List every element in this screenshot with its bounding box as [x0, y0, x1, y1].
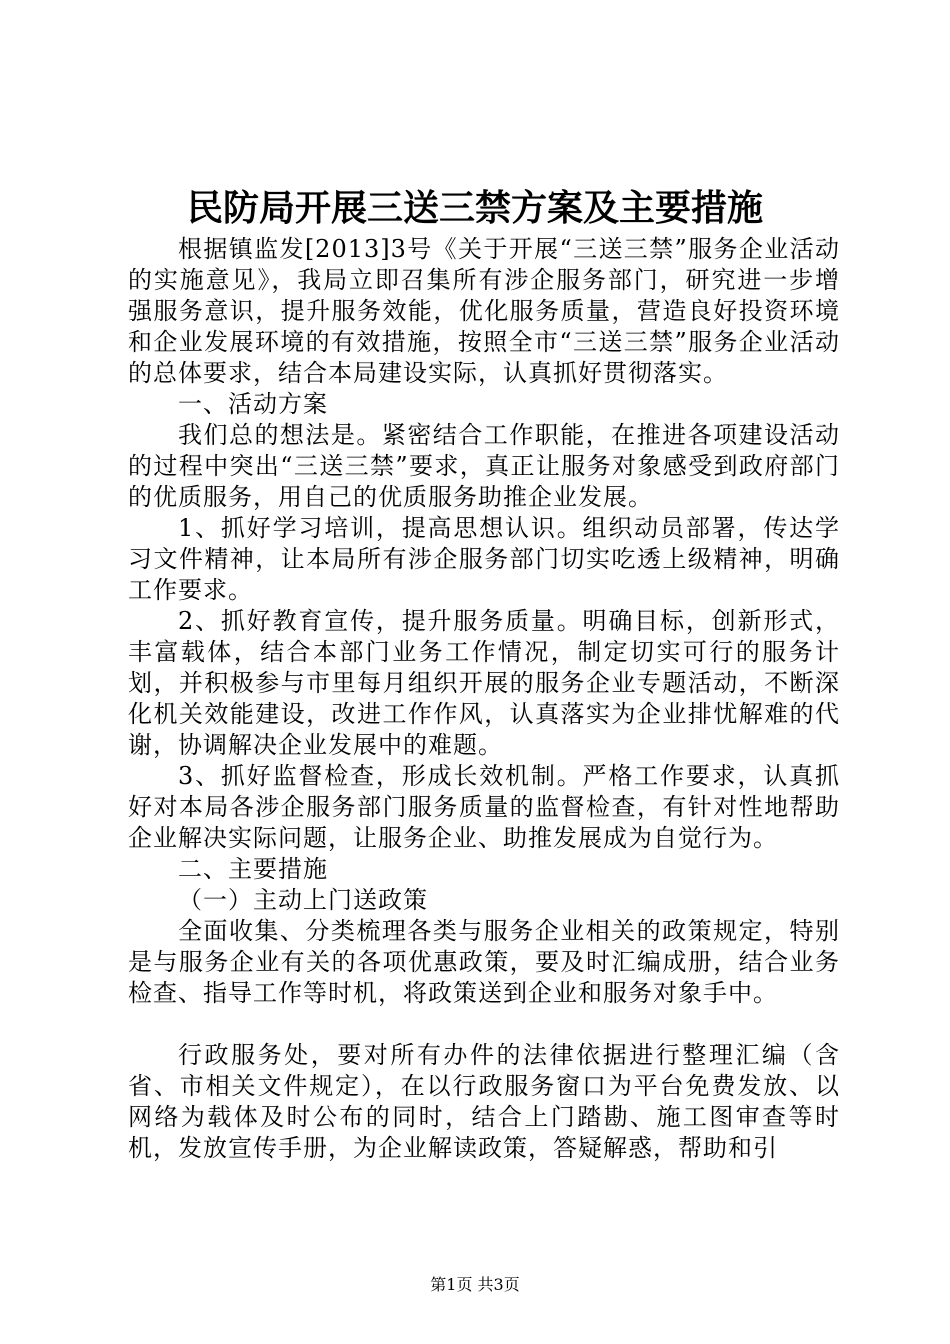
paragraph-item-3: 3、抓好监督检查，形成长效机制。严格工作要求，认真抓好对本局各涉企服务部门服务质量的监督检查，有针对性地帮助企业解决实际问题，让服务企业、助推发展成为自觉行为。	[128, 762, 840, 852]
document-body	[128, 234, 840, 1164]
paragraph-item-2: 2、抓好教育宣传，提升服务质量。明确目标，创新形式，丰富载体，结合本部门业务工作情况，制定切实可行的服务计划，并积极参与市里每月组织开展的服务企业专题活动，不断深化机关效能建设，改进工作作风，认真落实为企业排忧解难的代谢，协调解决企业发展中的难题。	[128, 607, 840, 759]
paragraph-item-1: 1、抓好学习培训，提高思想认识。组织动员部署，传达学习文件精神，让本局所有涉企服务部门切实吃透上级精神，明确工作要求。	[128, 514, 840, 604]
page-number-footer: 第1页 共3页	[430, 1275, 520, 1294]
paragraph-policy-collection: 全面收集、分类梳理各类与服务企业相关的政策规定，特别是与服务企业有关的各项优惠政策，要及时汇编成册，结合业务检查、指导工作等时机，将政策送到企业和服务对象手中。	[128, 917, 840, 1007]
paragraph-intro: 根据镇监发[2013]3号《关于开展“三送三禁”服务企业活动的实施意见》，我局立即召集所有涉企服务部门，研究进一步增强服务意识，提升服务效能，优化服务质量，营造良好投资环境和企业发展环境的有效措施，按照全市“三送三禁”服务企业活动的总体要求，结合本局建设实际，认真抓好贯彻落实。	[128, 235, 840, 387]
section-heading-main-measures: 二、主要措施	[178, 855, 328, 883]
document-title: 民防局开展三送三禁方案及主要措施	[186, 187, 763, 229]
section-heading-activity-plan: 一、活动方案	[178, 390, 328, 418]
paragraph-overall-idea: 我们总的想法是。紧密结合工作职能，在推进各项建设活动的过程中突出“三送三禁”要求，真正让服务对象感受到政府部门的优质服务，用自己的优质服务助推企业发展。	[128, 421, 840, 511]
subsection-heading-policy: （一）主动上门送政策	[178, 886, 428, 914]
paragraph-admin-service: 行政服务处，要对所有办件的法律依据进行整理汇编（含省、市相关文件规定），在以行政服务窗口为平台免费发放、以网络为载体及时公布的同时，结合上门踏勘、施工图审查等时机，发放宣传手册，为企业解读政策，答疑解惑，帮助和引	[128, 1041, 840, 1162]
